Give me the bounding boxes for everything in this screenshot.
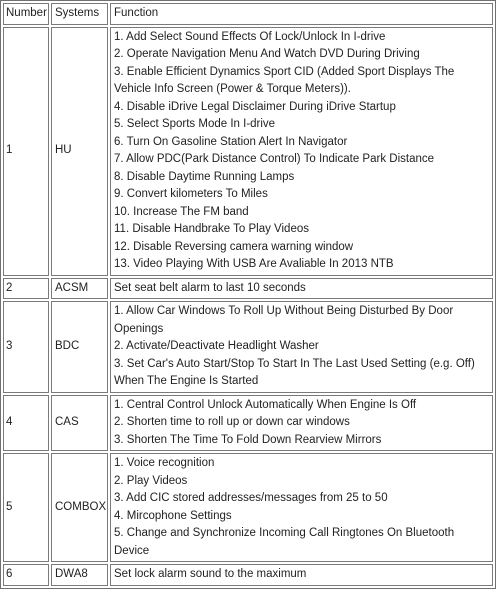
function-item: 1. Allow Car Windows To Roll Up Without Being Disturbed By Door Openings	[114, 305, 454, 335]
function-item: 9. Convert kilometers To Miles	[114, 188, 268, 200]
cell-number: 1	[3, 27, 49, 276]
function-item: 2. Play Videos	[114, 474, 188, 487]
function-item: Set seat belt alarm to last 10 seconds	[114, 281, 306, 294]
function-item: 11. Disable Handbrake To Play Videos	[114, 223, 309, 235]
cell-functions	[110, 278, 493, 300]
header-number: Number	[3, 3, 49, 25]
cell-number: 3	[3, 301, 49, 393]
table-row	[3, 27, 493, 276]
cell-system: ACSM	[51, 278, 108, 300]
cell-number: 2	[3, 278, 49, 300]
cell-functions	[110, 27, 493, 276]
function-item: 13. Video Playing With USB Are Avaliable In 2013 NTB	[114, 258, 394, 270]
table-body	[3, 3, 493, 586]
function-item: 3. Add CIC stored addresses/messages from 25 to 50	[114, 492, 388, 504]
header-function: Function	[110, 3, 493, 25]
function-item: 1. Voice recognition	[114, 457, 215, 469]
cell-number: 6	[3, 564, 49, 586]
cell-number: 4	[3, 395, 49, 452]
function-item: 4. Mircophone Settings	[114, 509, 232, 522]
function-item: 5. Select Sports Mode In I-drive	[114, 118, 276, 130]
function-item: Set lock alarm sound to the maximum	[114, 568, 307, 580]
cell-system: CAS	[51, 395, 108, 452]
table-header-row	[3, 3, 493, 25]
table-row	[3, 564, 493, 586]
table-row	[3, 395, 493, 452]
header-systems: Systems	[51, 3, 108, 25]
table-row	[3, 453, 493, 562]
function-item: 8. Disable Daytime Running Lamps	[114, 170, 295, 183]
function-item: 2. Shorten time to roll up or down car windows	[114, 416, 350, 428]
function-item: 3. Shorten The Time To Fold Down Rearview Mirrors	[114, 433, 382, 446]
cell-functions	[110, 395, 493, 452]
cell-functions	[110, 564, 493, 586]
table-row	[3, 301, 493, 393]
function-item: 1. Add Select Sound Effects Of Lock/Unlock In I-drive	[114, 30, 386, 43]
cell-functions	[110, 301, 493, 393]
cell-number: 5	[3, 453, 49, 562]
function-item: 6. Turn On Gasoline Station Alert In Navigator	[114, 135, 348, 148]
function-item: 10. Increase The FM band	[114, 205, 249, 218]
function-item: 4. Disable iDrive Legal Disclaimer During iDrive Startup	[114, 100, 396, 113]
cell-functions	[110, 453, 493, 562]
function-item: 3. Enable Efficient Dynamics Sport CID (Added Sport Displays The Vehicle Info Screen (Power & Torque Meters)).	[114, 65, 455, 95]
function-item: 2. Activate/Deactivate Headlight Washer	[114, 340, 319, 352]
cell-system: HU	[51, 27, 108, 276]
function-item: 12. Disable Reversing camera warning window	[114, 240, 354, 253]
function-item: 3. Set Car's Auto Start/Stop To Start In The Last Used Setting (e.g. Off) When The Engine Is Started	[114, 357, 475, 387]
cell-system: DWA8	[51, 564, 108, 586]
table-row	[3, 278, 493, 300]
function-item: 2. Operate Navigation Menu And Watch DVD During Driving	[114, 48, 420, 60]
function-item: 7. Allow PDC(Park Distance Control) To Indicate Park Distance	[114, 153, 435, 165]
function-item: 1. Central Control Unlock Automatically When Engine Is Off	[114, 398, 417, 411]
function-item: 5. Change and Synchronize Incoming Call Ringtones On Bluetooth Device	[114, 527, 455, 557]
cell-system: COMBOX	[51, 453, 108, 562]
cell-system: BDC	[51, 301, 108, 393]
